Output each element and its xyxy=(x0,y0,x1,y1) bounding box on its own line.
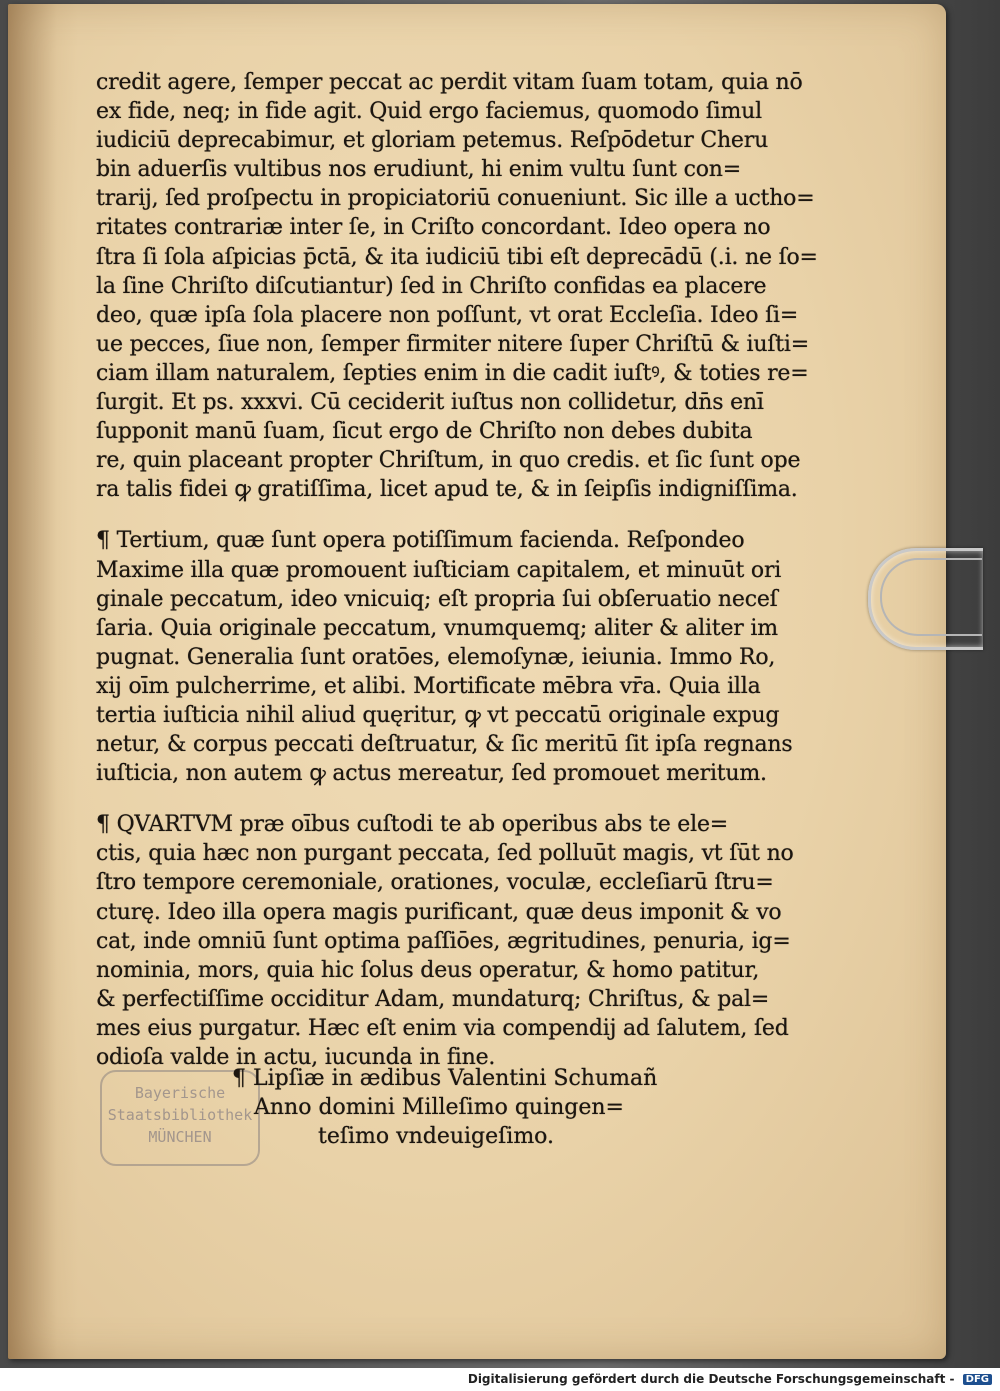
paragraph-spacer xyxy=(96,504,796,526)
colophon-line: ¶ Lipſiæ in ædibus Valentini Schumañ xyxy=(232,1066,658,1091)
text-line: ctis, quia hæc non purgant peccata, ſed polluūt magis, vt ſūt no xyxy=(96,841,794,867)
paragraph-3 xyxy=(96,810,796,1072)
colophon xyxy=(232,1064,692,1151)
text-line: iudiciū deprecabimur, et gloriam petemus. Reſpōdetur Cheru xyxy=(96,128,769,154)
paragraph-spacer xyxy=(96,788,796,810)
footer-credit-text: Digitalisierung gefördert durch die Deutsche Forschungsgemeinschaft - xyxy=(467,1372,955,1386)
text-line: credit agere, ſemper peccat ac perdit vitam ſuam totam, quia nō xyxy=(96,70,803,95)
text-line: Maxime illa quæ promouent iuſticiam capitalem, et minuūt ori xyxy=(96,557,782,583)
text-line: ſtra ſi ſola aſpicias p̄ctā, & ita iudiciū tibi eſt deprecādū (.i. ne ſo= xyxy=(96,244,818,270)
text-line: ex fide, neq; in fide agit. Quid ergo faciemus, quomodo ſimul xyxy=(96,99,762,125)
paragraph-1 xyxy=(96,68,818,504)
text-line: pugnat. Generalia ſunt oratōes, elemoſynæ, ieiunia. Immo Ro, xyxy=(96,644,776,670)
text-line: la ſine Chriſto diſcutiantur) ſed in Chriſto confidas ea placere xyxy=(96,273,767,299)
text-line: ginale peccatum, ideo vnicuiq; eſt propria ſui obſeruatio neceſ xyxy=(96,586,778,612)
text-line: ſaria. Quia originale peccatum, vnumquemq; aliter & aliter im xyxy=(96,615,778,641)
page-text xyxy=(96,68,818,1072)
footer-credit xyxy=(468,1372,992,1386)
text-line: ſtro tempore ceremoniale, orationes, voculæ, eccleſiarū ſtru= xyxy=(96,870,774,896)
text-line: ſurgit. Et ps. xxxvi. Cū ceciderit iuſtus non collidetur, dn̄s enī xyxy=(96,390,764,416)
colophon-line: Anno domini Milleſimo quingen= xyxy=(254,1095,624,1120)
text-line: re, quin placeant propter Chriſtum, in quo credis. et ſic ſunt ope xyxy=(96,448,801,474)
text-line: ue pecces, ſiue non, ſemper firmiter nitere ſuper Chriſtū & iuſti= xyxy=(96,331,810,357)
text-line: mes eius purgatur. Hæc eſt enim via compendij ad ſalutem, ſed xyxy=(96,1015,789,1041)
text-line: ra talis fidei ꝙ gratiſſima, licet apud te, & in ſeipſis indigniſſima. xyxy=(96,477,798,503)
text-line: odioſa valde in actu, iucunda in fine. xyxy=(96,1045,496,1070)
text-line: & perfectiſſime occiditur Adam, mundaturq; Chriſtus, & pal= xyxy=(96,986,770,1012)
stamp-line: Staatsbibliothek xyxy=(107,1106,253,1124)
text-line: deo, quæ ipſa ſola placere non poſſunt, vt orat Eccleſia. Ideo ſi= xyxy=(96,302,799,328)
stamp-line: Bayerische xyxy=(134,1084,226,1102)
dfg-logo-icon: DFG xyxy=(963,1374,992,1385)
text-line: xij oīm pulcherrime, et alibi. Mortificate mēbra vr̄a. Quia illa xyxy=(96,673,761,699)
digitization-footer xyxy=(0,1368,1000,1391)
paragraph-2 xyxy=(96,526,796,788)
page-gutter-shadow xyxy=(8,4,78,1359)
text-line: nominia, mors, quia hic ſolus deus operatur, & homo patitur, xyxy=(96,957,760,983)
text-line: ¶ QVARTVM præ oībus cuſtodi te ab operibus abs te ele= xyxy=(96,812,729,838)
text-line: bin aduerſis vultibus nos erudiunt, hi enim vultu ſunt con= xyxy=(96,157,741,183)
text-line: ¶ Tertium, quæ ſunt opera potiſſimum facienda. Reſpondeo xyxy=(96,528,745,554)
colophon-line: teſimo vndeuigeſimo. xyxy=(318,1124,555,1149)
stamp-line: MÜNCHEN xyxy=(148,1128,212,1146)
text-line: cat, inde omniū ſunt optima paſſiōes, ægritudines, penuria, ig= xyxy=(96,928,791,954)
text-line: netur, & corpus peccati deſtruatur, & ſic meritū ſit ipſa regnans xyxy=(96,732,793,758)
paper-clip-inner-loop xyxy=(880,558,982,636)
text-line: ciam illam naturalem, ſepties enim in die cadit iuſtꝰ, & toties re= xyxy=(96,360,809,386)
text-line: tertia iuſticia nihil aliud quęritur, ꝙ vt peccatū originale expug xyxy=(96,702,780,728)
text-line: ritates contrariæ inter ſe, in Criſto concordant. Ideo opera no xyxy=(96,215,771,241)
text-line: iuſticia, non autem ꝙ actus mereatur, ſed promouet meritum. xyxy=(96,761,767,787)
text-line: trarij, ſed proſpectu in propiciatoriū conueniunt. Sic ille a uctho= xyxy=(96,186,815,212)
text-line: cturę. Ideo illa opera magis purificant, quæ deus imponit & vo xyxy=(96,899,782,925)
text-line: ſupponit manū ſuam, ſicut ergo de Chriſto non debes dubita xyxy=(96,419,753,445)
